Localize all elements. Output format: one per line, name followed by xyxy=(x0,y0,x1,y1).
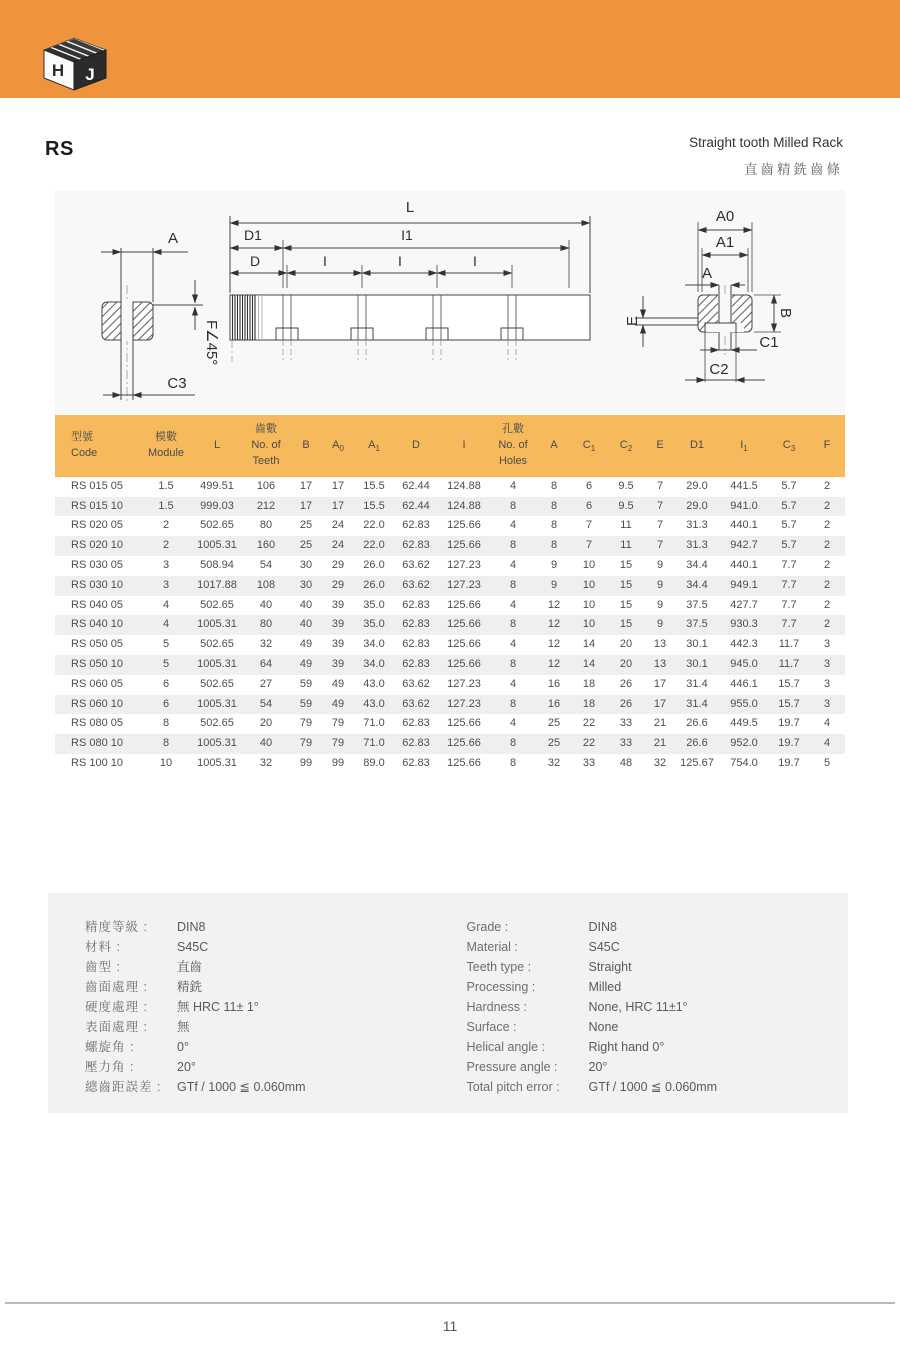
column-header: $C_1$ xyxy=(571,415,607,477)
spec-row xyxy=(85,1077,467,1097)
spec-value: 無 HRC 11± 1° xyxy=(177,1000,259,1014)
dim-label-l: L xyxy=(405,199,415,216)
column-header: D xyxy=(393,415,439,477)
dim-label-c1: C1 xyxy=(759,334,779,351)
product-title-zh: 直齒精銑齒條 xyxy=(744,162,843,177)
table-row: RS 050 10 5 1005.31 64 49 39 34.0 62.83 125.66 8 12 14 20 13 30.1 945.0 11.7 3 xyxy=(55,655,845,675)
column-header: I xyxy=(439,415,489,477)
spec-label: 螺旋角 : xyxy=(85,1040,135,1054)
table-row: RS 015 05 1.5 499.51 106 17 17 15.5 62.44 124.88 4 8 6 9.5 7 29.0 441.5 5.7 2 xyxy=(71,479,831,492)
dim-label-i-1: I xyxy=(323,253,327,269)
spec-label: Grade : xyxy=(466,920,509,934)
spec-label: Total pitch error : xyxy=(466,1080,560,1094)
spec-label: Processing : xyxy=(466,980,536,994)
dim-label-a1: A1 xyxy=(715,234,735,251)
spec-row xyxy=(467,917,849,937)
table-header-row xyxy=(55,415,845,477)
logo-letter-j: J xyxy=(85,65,95,84)
page-title: RS xyxy=(45,138,74,160)
spec-label: Material : xyxy=(466,940,518,954)
column-header: D1 xyxy=(675,415,719,477)
dimension-table xyxy=(55,415,845,774)
side-view xyxy=(101,248,203,403)
spec-label: Hardness : xyxy=(466,1000,527,1014)
column-header: $C_3$ xyxy=(769,415,809,477)
footer-divider xyxy=(5,1302,895,1304)
table-row: RS 060 10 6 1005.31 54 59 49 43.0 63.62 127.23 8 16 18 26 17 31.4 955.0 15.7 3 xyxy=(55,695,845,715)
technical-drawing xyxy=(55,190,845,415)
specs-column-en xyxy=(467,917,849,1113)
table-row: RS 015 10 1.5 999.03 212 17 17 15.5 62.44 124.88 8 8 6 9.5 7 29.0 941.0 5.7 2 xyxy=(55,497,845,517)
page-number: 11 xyxy=(442,1318,458,1334)
spec-row xyxy=(85,977,467,997)
spec-row xyxy=(85,1057,467,1077)
spec-label: 精度等級 : xyxy=(85,920,148,934)
dim-label-b: B xyxy=(777,307,794,319)
column-header: 齒數 No. of Teeth xyxy=(241,415,291,477)
dim-label-a-end: A xyxy=(701,265,713,282)
dim-label-c3: C3 xyxy=(167,375,187,392)
column-header: F xyxy=(809,415,845,477)
spec-label: Teeth type : xyxy=(466,960,532,974)
table-row: RS 080 10 8 1005.31 40 79 79 71.0 62.83 125.66 8 25 22 33 21 26.6 952.0 19.7 4 xyxy=(55,734,845,754)
table-row: RS 040 05 4 502.65 40 40 39 35.0 62.83 125.66 4 12 10 15 9 37.5 427.7 7.7 2 xyxy=(71,598,831,611)
spec-row xyxy=(467,1077,849,1097)
header-band xyxy=(0,0,900,98)
spec-value: None xyxy=(588,1020,619,1034)
spec-row xyxy=(85,997,467,1017)
column-header: $A_1$ xyxy=(355,415,393,477)
table-row: RS 050 05 5 502.65 32 49 39 34.0 62.83 125.66 4 12 14 20 13 30.1 442.3 11.7 3 xyxy=(71,638,831,651)
dim-label-a0: A0 xyxy=(715,208,735,225)
dim-label-i-3: I xyxy=(473,253,477,269)
spec-row xyxy=(467,1057,849,1077)
spec-row xyxy=(85,1037,467,1057)
spec-row xyxy=(85,1017,467,1037)
spec-value: GTf / 1000 ≦ 0.060mm xyxy=(177,1080,306,1094)
dim-label-f45: F∠45° xyxy=(203,320,220,366)
column-header: 模數 Module xyxy=(139,415,193,477)
spec-value: Milled xyxy=(588,980,622,994)
spec-value: Straight xyxy=(588,960,632,974)
spec-value: S45C xyxy=(588,940,620,954)
specs-column-zh xyxy=(85,917,467,1113)
dim-label-i1: I1 xyxy=(401,227,413,243)
spec-label: 材料 : xyxy=(85,940,121,954)
technical-drawing-panel xyxy=(55,190,845,415)
spec-label: 齒型 : xyxy=(85,960,121,974)
spec-value: DIN8 xyxy=(588,920,617,934)
logo-letter-h: H xyxy=(51,61,65,80)
spec-row xyxy=(467,1037,849,1057)
spec-value: DIN8 xyxy=(177,920,206,934)
column-header: $I_1$ xyxy=(719,415,769,477)
spec-label: Pressure angle : xyxy=(466,1060,558,1074)
spec-value: 0° xyxy=(177,1040,189,1054)
spec-value: None, HRC 11±1° xyxy=(588,1000,688,1014)
spec-label: 表面處理 : xyxy=(85,1020,148,1034)
spec-label: Surface : xyxy=(466,1020,517,1034)
spec-row xyxy=(467,937,849,957)
spec-value: GTf / 1000 ≦ 0.060mm xyxy=(588,1080,718,1094)
table-row: RS 040 10 4 1005.31 80 40 39 35.0 62.83 125.66 8 12 10 15 9 37.5 930.3 7.7 2 xyxy=(55,615,845,635)
spec-row xyxy=(85,937,467,957)
dim-label-a-side: A xyxy=(167,230,179,247)
spec-row xyxy=(467,957,849,977)
spec-label: 壓力角 : xyxy=(85,1060,135,1074)
spec-label: 硬度處理 : xyxy=(85,1000,148,1014)
spec-value: 精銑 xyxy=(177,980,203,994)
dim-label-e: E xyxy=(624,315,641,327)
column-header: $C_2$ xyxy=(607,415,645,477)
spec-label: 齒面處理 : xyxy=(85,980,148,994)
table-row: RS 060 05 6 502.65 27 59 49 43.0 63.62 127.23 4 16 18 26 17 31.4 446.1 15.7 3 xyxy=(71,677,831,690)
column-header: L xyxy=(193,415,241,477)
dim-label-d: D xyxy=(249,253,261,269)
column-header: A xyxy=(537,415,571,477)
spec-value: Right hand 0° xyxy=(588,1040,665,1054)
dim-label-c2: C2 xyxy=(709,361,729,378)
column-header: $A_0$ xyxy=(321,415,355,477)
spec-row xyxy=(85,917,467,937)
spec-value: 直齒 xyxy=(177,960,203,974)
specifications-panel xyxy=(48,893,848,1113)
table-row: RS 020 10 2 1005.31 160 25 24 22.0 62.83 125.66 8 8 7 11 7 31.3 942.7 5.7 2 xyxy=(55,536,845,556)
column-header: 型號 Code xyxy=(55,415,139,477)
table-row: RS 080 05 8 502.65 20 79 79 71.0 62.83 125.66 4 25 22 33 21 26.6 449.5 19.7 4 xyxy=(71,717,831,730)
spec-label: Helical angle : xyxy=(466,1040,546,1054)
spec-value: 20° xyxy=(177,1060,196,1074)
spec-row xyxy=(467,1017,849,1037)
table-row: RS 030 05 3 508.94 54 30 29 26.0 63.62 127.23 4 9 10 15 9 34.4 440.1 7.7 2 xyxy=(71,559,831,571)
spec-row xyxy=(467,977,849,997)
table-row: RS 100 10 10 1005.31 32 99 99 89.0 62.83 125.66 8 32 33 48 32 125.67 754.0 19.7 5 xyxy=(71,756,831,769)
spec-value: 20° xyxy=(588,1060,608,1074)
end-view xyxy=(635,222,781,382)
spec-value: 無 xyxy=(177,1020,190,1034)
spec-label: 總齒距誤差 : xyxy=(85,1080,162,1094)
table-row: RS 020 05 2 502.65 80 25 24 22.0 62.83 125.66 4 8 7 11 7 31.3 440.1 5.7 2 xyxy=(71,519,831,532)
company-logo xyxy=(28,10,120,96)
column-header: 孔數 No. of Holes xyxy=(489,415,537,477)
spec-value: S45C xyxy=(177,940,209,954)
dim-label-i-2: I xyxy=(398,253,402,269)
dim-label-d1: D1 xyxy=(244,227,262,243)
spec-row xyxy=(467,997,849,1017)
spec-row xyxy=(85,957,467,977)
column-header: E xyxy=(645,415,675,477)
table-row: RS 030 10 3 1017.88 108 30 29 26.0 63.62 127.23 8 9 10 15 9 34.4 949.1 7.7 2 xyxy=(55,576,845,596)
column-header: B xyxy=(291,415,321,477)
product-title-en: Straight tooth Milled Rack xyxy=(689,135,843,150)
